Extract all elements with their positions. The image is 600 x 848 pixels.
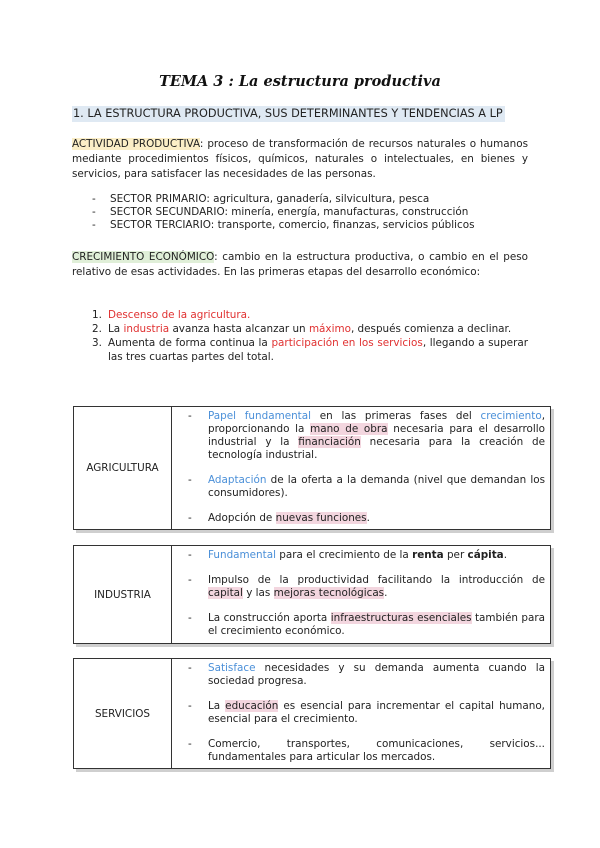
- section-heading: 1. LA ESTRUCTURA PRODUCTIVA, SUS DETERMINANTES Y TENDENCIAS A LP: [73, 107, 503, 120]
- highlight-servicios: participación en los servicios: [271, 337, 423, 349]
- page-title: TEMA 3 : La estructura productiva: [159, 73, 441, 90]
- servicios-table: [73, 658, 551, 769]
- etapa-number: 3.: [92, 337, 102, 349]
- servicios-item-3: - Comercio, transportes, comunicaciones, servicios... fundamentales para articular los mercados.: [188, 738, 545, 764]
- etapa-number: 1.: [92, 309, 102, 321]
- servicios-item-1: - Satisface necesidades y su demanda aumenta cuando la sociedad progresa.: [188, 662, 545, 688]
- highlight-maximo: máximo: [308, 323, 351, 335]
- agricultura-item-3: - Adopción de nuevas funciones.: [188, 512, 545, 525]
- agricultura-table: [73, 406, 551, 530]
- sector-list: [92, 193, 475, 232]
- sector-item-secundario: - SECTOR SECUNDARIO: minería, energía, manufacturas, construcción: [92, 206, 475, 219]
- sector-item-terciario: - SECTOR TERCIARIO: transporte, comercio, finanzas, servicios públicos: [92, 219, 475, 232]
- crecimiento-term: CRECIMIENTO ECONÓMICO: [72, 251, 215, 263]
- industria-table: [73, 545, 551, 644]
- etapa-item-2: 2. La industria avanza hasta alcanzar un máximo, después comienza a declinar.: [92, 323, 512, 335]
- actividad-definition: : proceso de transformación de recursos naturales o humanos mediante procedimientos físicos, químicos, naturales o intelectuales, en bienes y servicios, para satisfacer las necesidades de las personas.: [72, 138, 528, 180]
- industria-item-2: - Impulso de la productividad facilitando la introducción de capital y las mejoras tecnológicas.: [188, 574, 545, 600]
- industria-label: INDUSTRIA: [74, 546, 172, 643]
- actividad-term: ACTIVIDAD PRODUCTIVA: [72, 138, 200, 150]
- crecimiento-definition: : cambio en la estructura productiva, o cambio en el peso relativo de esas actividades. En las primeras etapas del desarrollo económico:: [72, 251, 529, 278]
- industria-content: [172, 546, 550, 643]
- crecimiento-paragraph: [72, 250, 528, 280]
- servicios-label: SERVICIOS: [74, 659, 172, 768]
- highlight-industria: industria: [123, 323, 170, 335]
- servicios-content: [172, 659, 550, 768]
- etapa-item-1: [92, 308, 528, 322]
- servicios-item-2: - La educación es esencial para incrementar el capital humano, esencial para el crecimiento.: [188, 700, 545, 726]
- actividad-paragraph: [72, 137, 528, 182]
- etapa-item-3: 3. Aumenta de forma continua la participación en los servicios, llegando a superar las tres cuartas partes del total.: [92, 337, 528, 363]
- industria-item-3: - La construcción aporta infraestructuras esenciales también para el crecimiento económico.: [188, 612, 545, 638]
- agricultura-label: AGRICULTURA: [74, 407, 172, 529]
- etapa-number: 2.: [92, 323, 102, 335]
- agricultura-content: [172, 407, 550, 529]
- agricultura-item-2: - Adaptación de la oferta a la demanda (nivel que demandan los consumidores).: [188, 474, 545, 500]
- industria-item-1: - Fundamental para el crecimiento de la renta per cápita.: [188, 549, 545, 562]
- etapas-list: [92, 308, 528, 364]
- agricultura-item-1: - Papel fundamental en las primeras fases del crecimiento, proporcionando la mano de obra necesaria para el desarrollo industrial y la financiación necesaria para la creación de tecnología industrial.: [188, 410, 545, 462]
- etapa-text: Descenso de la agricultura.: [108, 309, 251, 321]
- sector-item-primario: - SECTOR PRIMARIO: agricultura, ganadería, silvicultura, pesca: [92, 193, 475, 206]
